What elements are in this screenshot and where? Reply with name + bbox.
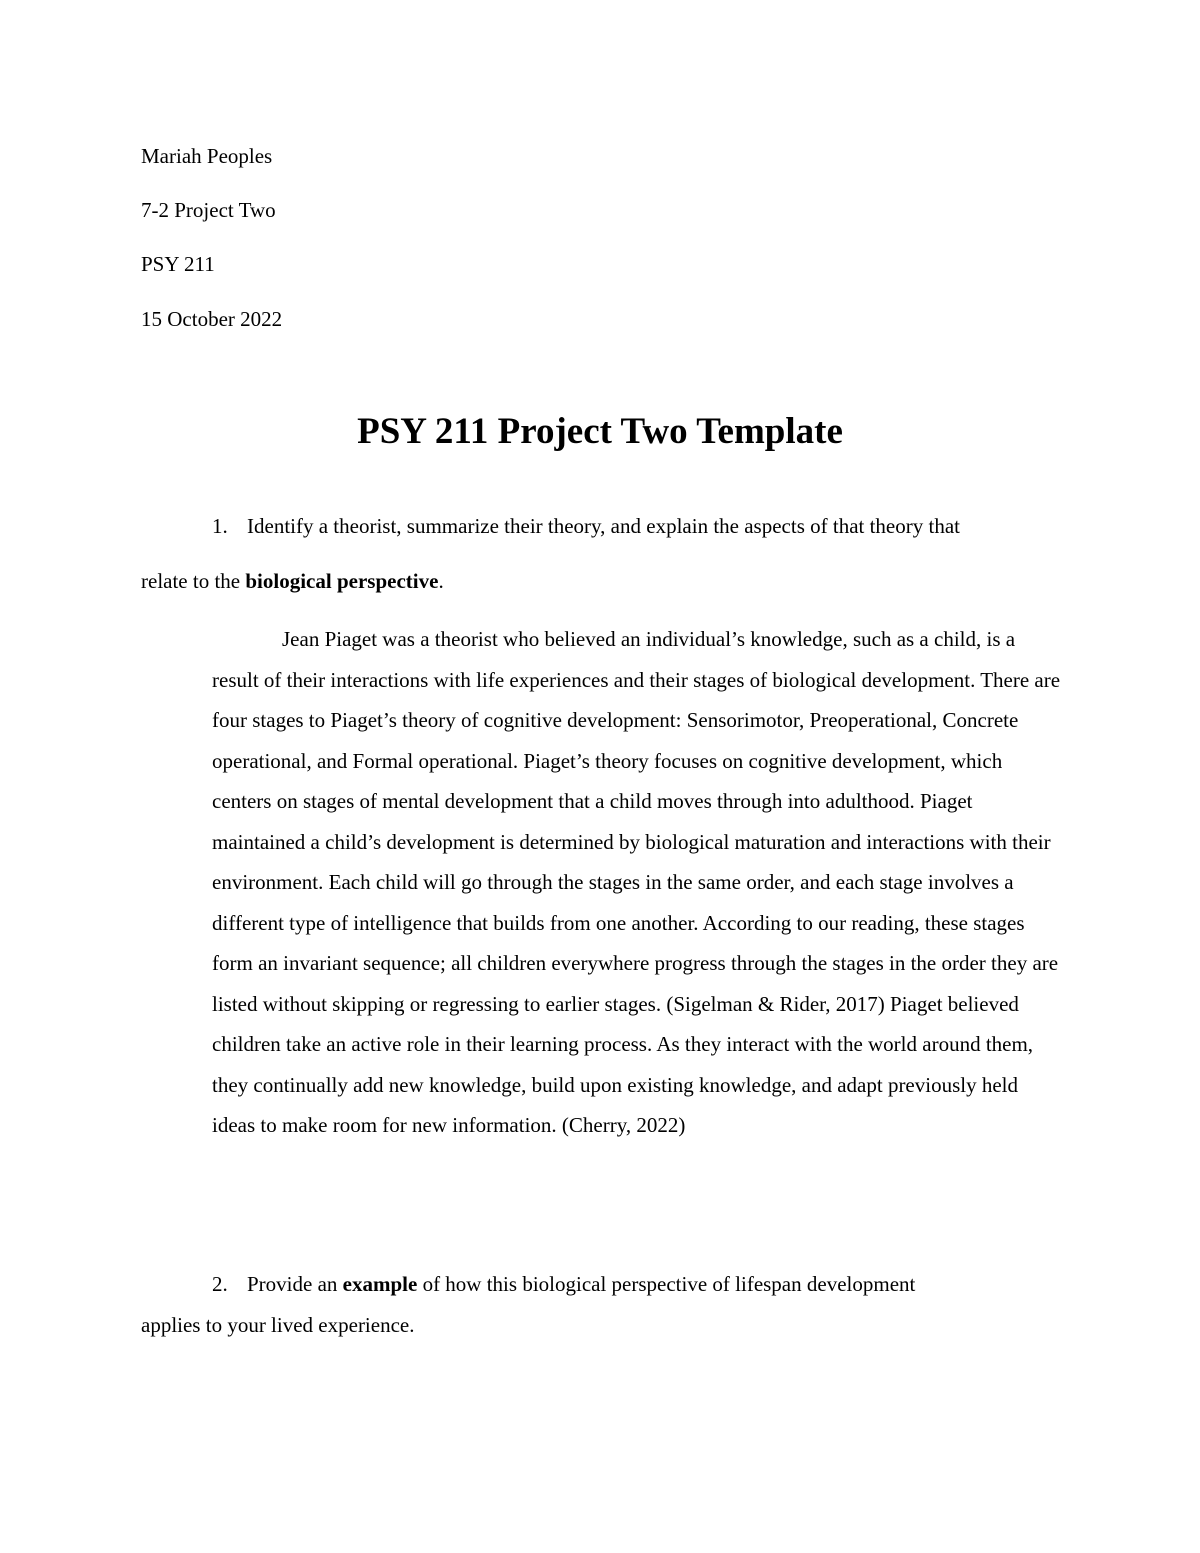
submission-date: 15 October 2022 bbox=[141, 307, 283, 331]
question-1-prefix: relate to the bbox=[141, 569, 246, 593]
student-name: Mariah Peoples bbox=[141, 144, 273, 168]
question-2-number: 2. bbox=[212, 1272, 228, 1296]
question-1-text-continued bbox=[141, 568, 444, 594]
question-1-emphasis: biological perspective bbox=[245, 569, 439, 593]
question-1-suffix: . bbox=[438, 569, 444, 593]
answer-1-paragraph: Jean Piaget was a theorist who believed an individual’s knowledge, such as a child, is a result of their interactions with life experiences and their stages of biological development. There are four stages to Piaget’s theory of cognitive development: Sensorimotor, Preoperational, Concrete operational, and Formal operational. Piaget’s theory focuses on cognitive development, which centers on stages of mental development that a child moves through into adulthood. Piaget maintained a child’s development is determined by biological maturation and interactions with their environment. Each child will go through the stages in the same order, and each stage involves a different type of intelligence that builds from one another. According to our reading, these stages form an invariant sequence; all children everywhere progress through the stages in the order they are listed without skipping or regressing to earlier stages. (Sigelman & Rider, 2017) Piaget believed children take an active role in their learning process. As they interact with the world around them, they continually add new knowledge, build upon existing knowledge, and adapt previously held ideas to make room for new information. (Cherry, 2022) bbox=[212, 627, 1061, 1137]
question-2-text bbox=[247, 1271, 915, 1297]
assignment-name: 7-2 Project Two bbox=[141, 198, 276, 222]
question-2-suffix: of how this biological perspective of lifespan development bbox=[417, 1272, 916, 1296]
course-code: PSY 211 bbox=[141, 252, 215, 276]
document-title: PSY 211 Project Two Template bbox=[357, 411, 843, 452]
question-1-number: 1. bbox=[212, 514, 228, 538]
question-2-emphasis: example bbox=[342, 1272, 418, 1296]
question-2-text-continued: applies to your lived experience. bbox=[141, 1313, 415, 1337]
question-1-text: Identify a theorist, summarize their theory, and explain the aspects of that theory that bbox=[247, 514, 960, 538]
question-2-prefix: Provide an bbox=[247, 1272, 343, 1296]
